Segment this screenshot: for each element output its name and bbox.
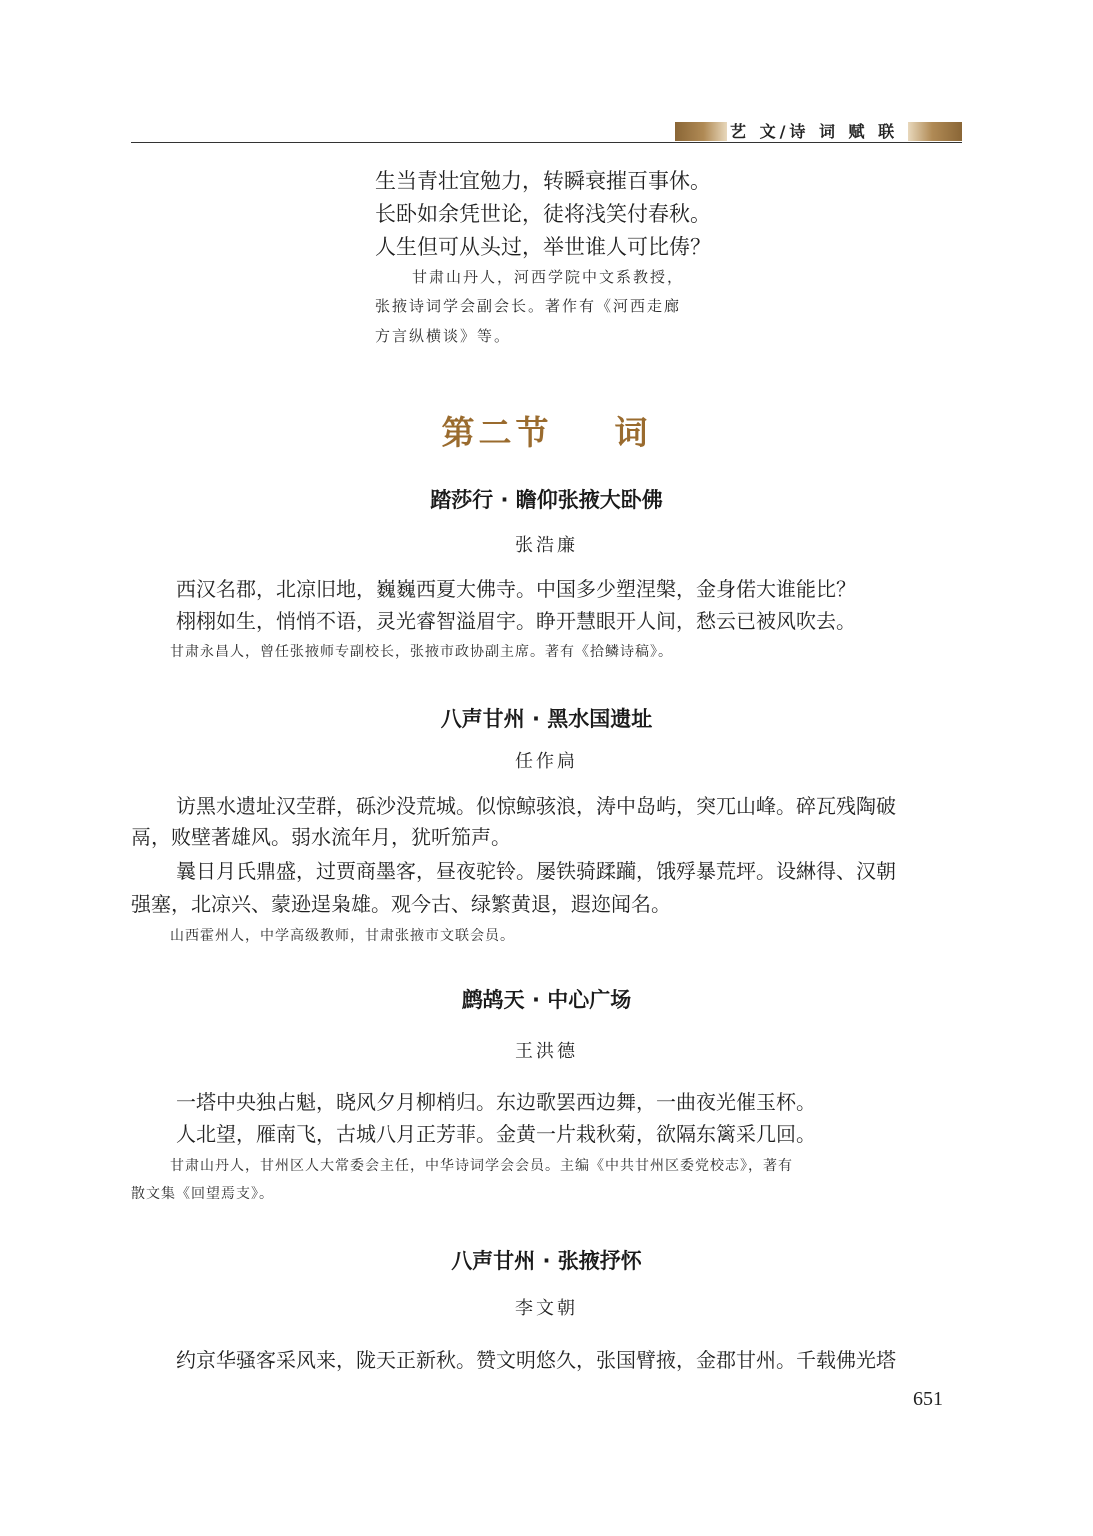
author-note-line: 甘肃山丹人，甘州区人大常委会主任，中华诗词学会会员。主编《中共甘州区委党校志》，著有 [170, 1158, 793, 1174]
header-ornament-left [675, 122, 727, 141]
poem-body-line: 访黑水遗址汉茔群，砾沙没荒城。似惊鲸骇浪，涛中岛屿，突兀山峰。碎瓦残陶破 [176, 794, 896, 818]
poem-line: 长卧如余凭世论，徒将浅笑付春秋。 [375, 202, 711, 226]
poem-body-line: 一塔中央独占魁，晓风夕月柳梢归。东边歌罢西边舞，一曲夜光催玉杯。 [176, 1090, 816, 1114]
poem-body-line: 鬲，败壁著雄风。弱水流年月，犹听笳声。 [131, 825, 511, 849]
page-number: 651 [913, 1388, 943, 1410]
section-title: 第二节 词 [441, 413, 652, 452]
author-note-line: 甘肃山丹人，河西学院中文系教授， [412, 268, 685, 286]
poem-title: 八声甘州 · 张掖抒怀 [451, 1249, 642, 1273]
poem-author: 任作扃 [515, 751, 578, 772]
author-note-line: 山西霍州人，中学高级教师，甘肃张掖市文联会员。 [170, 928, 515, 944]
author-note-line: 方言纵横谈》等。 [375, 327, 512, 345]
author-note-line: 散文集《回望焉支》。 [131, 1186, 274, 1202]
poem-body-line: 约京华骚客采风来，陇天正新秋。赞文明悠久，张国臂掖，金郡甘州。千载佛光塔 [176, 1348, 896, 1372]
header-rule [131, 142, 962, 143]
poem-line: 人生但可从头过，举世谁人可比俦？ [375, 235, 711, 259]
poem-body-line: 西汉名郡，北凉旧地，巍巍西夏大佛寺。中国多少塑涅槃，金身偌大谁能比？ [176, 577, 856, 601]
header-ornament-right [908, 122, 962, 141]
poem-body-line: 栩栩如生，悄悄不语，灵光睿智溢眉宇。睁开慧眼开人间，愁云已被风吹去。 [176, 609, 856, 633]
poem-title: 踏莎行 · 瞻仰张掖大卧佛 [430, 488, 663, 512]
poem-author: 张浩廉 [515, 535, 578, 556]
poem-body-line: 人北望，雁南飞，古城八月正芳菲。金黄一片栽秋菊，欲隔东篱采几回。 [176, 1122, 816, 1146]
poem-author: 王洪德 [515, 1041, 578, 1062]
poem-title: 鹧鸪天 · 中心广场 [461, 988, 632, 1012]
poem-line: 生当青壮宜勉力，转瞬衰摧百事休。 [375, 169, 711, 193]
poem-body-line: 曩日月氏鼎盛，过贾商墨客，昼夜驼铃。屡铁骑蹂躏，饿殍暴荒坪。设綝得、汉朝 [176, 859, 896, 883]
author-note-line: 张掖诗词学会副会长。著作有《河西走廊 [375, 297, 682, 315]
poem-body-line: 强塞，北凉兴、蒙逊逞枭雄。观今古、绿繁黄退，遐迩闻名。 [131, 892, 671, 916]
poem-author: 李文朝 [515, 1298, 578, 1319]
author-note-line: 甘肃永昌人，曾任张掖师专副校长，张掖市政协副主席。著有《拾鳞诗稿》。 [170, 644, 673, 660]
header-section-label: 艺 文/诗 词 赋 联 [730, 122, 899, 141]
poem-title: 八声甘州 · 黑水国遗址 [440, 707, 653, 731]
